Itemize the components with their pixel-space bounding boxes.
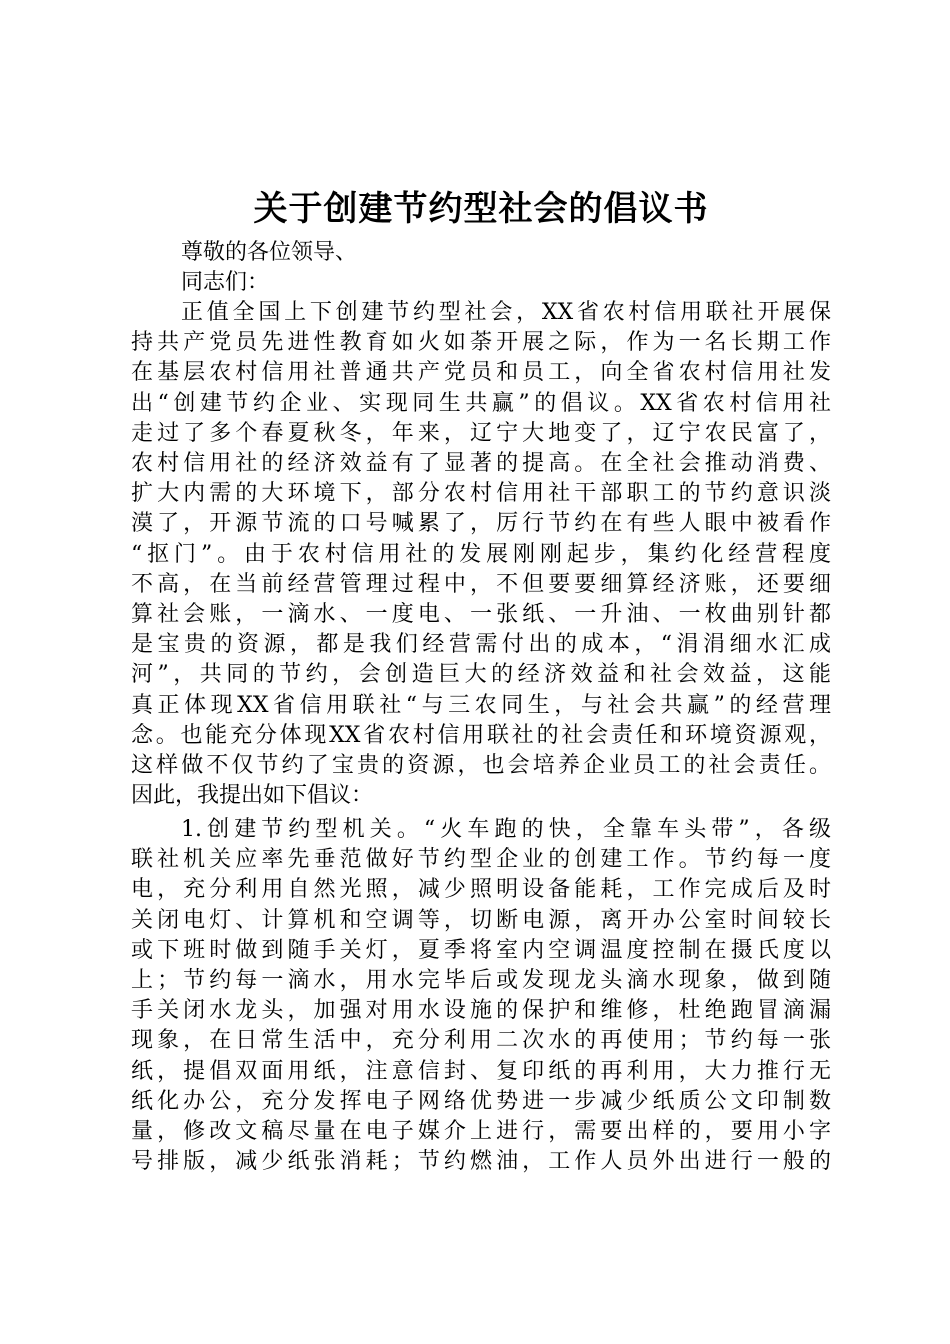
paragraph-line: 上；节约每一滴水，用水完毕后或发现龙头滴水现象，做到随	[131, 968, 831, 994]
paragraph-line: 在基层农村信用社普通共产党员和员工，向全省农村信用社发	[131, 360, 831, 386]
salutation-line: 同志们：	[181, 270, 270, 295]
paragraph-line: 号排版，减少纸张消耗；节约燃油，工作人员外出进行一般的	[131, 1149, 831, 1175]
paragraph-line: 算社会账，一滴水、一度电、一张纸、一升油、一枚曲别针都	[131, 602, 831, 628]
paragraph-line: 这样做不仅节约了宝贵的资源，也会培养企业员工的社会责任。	[131, 753, 831, 779]
document-title: 关于创建节约型社会的倡议书	[253, 189, 709, 229]
paragraph-line: 念。也能充分体现XX省农村信用联社的社会责任和环境资源观，	[131, 722, 831, 748]
paragraph-line: 农村信用社的经济效益有了显著的提高。在全社会推动消费、	[131, 451, 831, 477]
paragraph-line: 不高，在当前经营管理过程中，不但要要细算经济账，还要细	[131, 571, 831, 597]
paragraph-line: 纸，提倡双面用纸，注意信封、复印纸的再利用，大力推行无	[131, 1058, 831, 1084]
paragraph-line: 走过了多个春夏秋冬，年来，辽宁大地变了，辽宁农民富了，	[131, 420, 831, 446]
paragraph-line: 扩大内需的大环境下，部分农村信用社干部职工的节约意识淡	[131, 481, 831, 507]
paragraph-line: 手关闭水龙头，加强对用水设施的保护和维修，杜绝跑冒滴漏	[131, 998, 831, 1024]
paragraph-line: 持共产党员先进性教育如火如荼开展之际，作为一名长期工作	[131, 330, 831, 356]
paragraph-line: “抠门”。由于农村信用社的发展刚刚起步，集约化经营程度	[131, 541, 831, 567]
paragraph-proposal-1	[131, 815, 831, 1177]
paragraph-intro	[131, 298, 831, 811]
paragraph-line: 正值全国上下创建节约型社会，XX省农村信用联社开展保	[181, 300, 831, 325]
paragraph-line: 电，充分利用自然光照，减少照明设备能耗，工作完成后及时	[131, 877, 831, 903]
paragraph-line: 出“创建节约企业、实现同生共赢”的倡议。XX省农村信用社	[131, 390, 831, 416]
paragraph-line: 联社机关应率先垂范做好节约型企业的创建工作。节约每一度	[131, 847, 831, 873]
paragraph-line: 1.创建节约型机关。“火车跑的快，全靠车头带”，各级	[181, 817, 831, 842]
paragraph-line: 漠了，开源节流的口号喊累了，厉行节约在有些人眼中被看作	[131, 511, 831, 537]
paragraph-line: 是宝贵的资源，都是我们经营需付出的成本，“涓涓细水汇成	[131, 632, 831, 658]
paragraph-line: 量，修改文稿尽量在电子媒介上进行，需要出样的，要用小字	[131, 1119, 831, 1145]
paragraph-line: 现象，在日常生活中，充分利用二次水的再使用；节约每一张	[131, 1028, 831, 1054]
paragraph-line: 关闭电灯、计算机和空调等，切断电源，离开办公室时间较长	[131, 907, 831, 933]
paragraph-line: 纸化办公，充分发挥电子网络优势进一步减少纸质公文印制数	[131, 1088, 831, 1114]
paragraph-line: 真正体现XX省信用联社“与三农同生，与社会共赢”的经营理	[131, 692, 831, 718]
salutation-line: 尊敬的各位领导、	[181, 240, 358, 265]
paragraph-line: 因此，我提出如下倡议：	[131, 783, 374, 809]
paragraph-line: 河”，共同的节约，会创造巨大的经济效益和社会效益，这能	[131, 662, 831, 688]
paragraph-line: 或下班时做到随手关灯，夏季将室内空调温度控制在摄氏度以	[131, 937, 831, 963]
